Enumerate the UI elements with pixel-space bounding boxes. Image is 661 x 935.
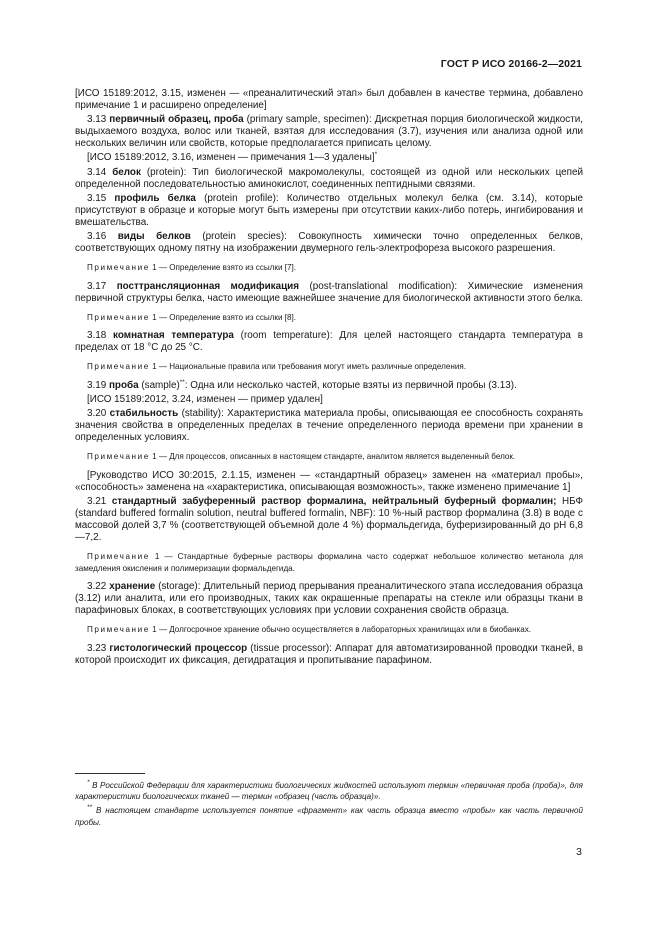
term-name: комнатная температура (113, 330, 234, 342)
note-paragraph (75, 624, 583, 635)
paragraph-text: НБФ (standard buffered formalin solution, neutral buffered formalin, NBF): 10 %-ный раствор формалина (3.8) в воде с массовой долей 3,7 % (соответствующей объемной доле 4 %) формальдегида, буферизированный до рН 6,8—7,2. (75, 495, 583, 544)
note-paragraph (75, 312, 583, 323)
footnote (75, 780, 583, 802)
paragraph-text: (primary sample, specimen): Дискретная порция биологической жидкости, выдыхаемого воздуха, волос или тканей, взятая для исследования (3.7), изучения или анализа одной или нескольких величин или свойств, которые предполагается приписать целому. (75, 114, 583, 150)
paragraph-text: (room temperature): Для целей настоящего стандарта температура в пределах от 18 °С до 25 °С. (75, 330, 583, 354)
text-paragraph (75, 231, 583, 255)
paragraph-text: [ИСО 15189:2012, 3.15, изменен — «преаналитический этап» был добавлен в качестве термина, добавлено примечание 1 и расширено определение] (75, 88, 583, 112)
paragraph-text: 3.19 (87, 379, 109, 391)
term-name: стабильность (109, 408, 179, 419)
paragraph-text: [Руководство ИСО 30:2015, 2.1.15, изменен — «стандартный образец» заменен на «материал пробы», «способность» заменена на «характеристика, описывающая возможность», также изменено примечание 1] (75, 469, 583, 493)
note-text: 1 — Национальные правила или требования могут иметь различные определения. (149, 362, 466, 372)
document-header: ГОСТ Р ИСО 20166-2—2021 (440, 58, 582, 70)
text-paragraph (75, 88, 583, 112)
note-paragraph (75, 361, 583, 372)
footnote-mark: * (87, 779, 90, 786)
term-name: гистологический процессор (109, 642, 248, 654)
text-paragraph (75, 193, 583, 229)
paragraph-text: [ИСО 15189:2012, 3.16, изменен — примечания 1—3 удалены] (87, 152, 375, 164)
text-paragraph (75, 152, 583, 164)
term-name: белок (112, 166, 141, 178)
text-paragraph (75, 380, 583, 392)
note-paragraph (75, 262, 583, 273)
term-name: первичный образец, проба (109, 114, 244, 126)
paragraph-text: 3.21 (87, 495, 112, 507)
paragraph-text: (tissue processor): Аппарат для автоматизированной проводки тканей, в которой происходит их фиксация, дегидратация и пропитывание парафином. (75, 642, 583, 666)
footnote-separator (75, 773, 145, 774)
paragraph-text: (sample) (138, 379, 180, 391)
note-paragraph (75, 451, 583, 462)
text-paragraph (75, 470, 583, 494)
term-name: посттрансляционная модификация (116, 280, 300, 292)
page-number: 3 (576, 846, 582, 858)
text-paragraph (75, 394, 583, 406)
text-paragraph (75, 167, 583, 191)
text-paragraph (75, 408, 583, 444)
paragraph-text: [ИСО 15189:2012, 3.24, изменен — пример удален] (87, 393, 323, 405)
note-label: Примечание (87, 552, 150, 562)
footnotes (75, 780, 583, 831)
paragraph-text: 3.16 (87, 231, 118, 243)
paragraph-text: 3.23 (87, 642, 110, 654)
footnote-text: В настоящем стандарте используется понятие «фрагмент» как часть образца вместо «пробы» как часть первичной пробы. (75, 806, 583, 827)
paragraph-text: (protein): Тип биологической макромолекулы, состоящей из одной или нескольких цепей определенной последовательностью аминокислот, соединенных пептидными связями. (75, 166, 583, 190)
text-paragraph (75, 643, 583, 667)
paragraph-text: (storage): Длительный период прерывания преаналитического этапа исследования образца (3.12) или аналита, или его производных, таких как окрашенные препараты на стекле или образцы ткани в парафиновых блоках, в соответствующих условиях при условии сохранения свойств образца. (75, 581, 583, 617)
paragraph-text: 3.13 (87, 114, 110, 126)
paragraph-text: 3.18 (87, 330, 114, 342)
term-name: профиль белка (114, 192, 196, 204)
note-text: 1 — Долгосрочное хранение обычно осуществляется в лабораторных хранилищах или в биобанках. (149, 625, 532, 635)
note-text: 1 — Определение взято из ссылки [8]. (149, 312, 296, 322)
paragraph-text: (stability): Характеристика материала пробы, описывающая ее способность сохранять значения свойства в определенных пределах в течение определенного периода времени при хранении в определенных условиях. (75, 408, 584, 444)
note-text: 1 — Стандартные буферные растворы формалина часто содержат небольшое количество метанола для замедления окисления и полимеризации формальдегида. (75, 552, 583, 573)
text-paragraph (75, 330, 583, 354)
note-label: Примечание (87, 362, 150, 372)
term-name: хранение (109, 581, 156, 593)
note-paragraph (75, 551, 583, 574)
note-label: Примечание (87, 312, 150, 322)
term-name: виды белков (117, 231, 191, 243)
paragraph-text: 3.17 (87, 280, 117, 292)
note-label: Примечание (87, 452, 150, 462)
paragraph-text: 3.20 (87, 408, 110, 419)
paragraph-text: 3.15 (87, 192, 115, 204)
paragraph-text: 3.14 (87, 166, 113, 178)
text-paragraph (75, 496, 583, 544)
term-name: стандартный забуференный раствор формалина, нейтральный буферный формалин; (111, 495, 557, 507)
text-paragraph (75, 281, 583, 305)
footnote-ref: * (374, 151, 378, 159)
footnote-mark: ** (87, 804, 93, 812)
paragraph-text: : Одна или несколько частей, которые взяты из первичной пробы (3.13). (184, 379, 517, 391)
footnote-ref: ** (179, 378, 185, 386)
paragraph-text: (protein species): Совокупность химически точно определенных белков, соответствующих одному пятну на изображении двумерного гель-электрофореза высокого разрешения. (75, 231, 583, 255)
note-label: Примечание (87, 263, 150, 273)
paragraph-text: (post-translational modification): Химические изменения первичной структуры белка, часто имеющие важнейшее значение для биологической активности этого белка. (75, 280, 583, 304)
paragraph-text: (protein profile): Количество отдельных молекул белка (см. 3.14), которые присутствуют в образце и которые могут быть измерены при отсутствии каких-либо потерь, ингибирования и вмешательства. (75, 192, 584, 228)
footnote-text: В Российской Федерации для характеристики биологических жидкостей используют термин «первичная проба (проба)», для характеристики биологических тканей — термин «образец (часть образца)». (75, 781, 583, 802)
paragraph-text: 3.22 (87, 581, 110, 593)
note-text: 1 — Для процессов, описанных в настоящем стандарте, аналитом является выделенный белок. (149, 452, 516, 462)
note-label: Примечание (87, 625, 150, 635)
text-paragraph (75, 114, 583, 150)
document-body (75, 88, 583, 669)
term-name: проба (108, 379, 139, 391)
text-paragraph (75, 581, 583, 617)
note-text: 1 — Определение взято из ссылки [7]. (149, 263, 296, 273)
footnote (75, 805, 583, 827)
